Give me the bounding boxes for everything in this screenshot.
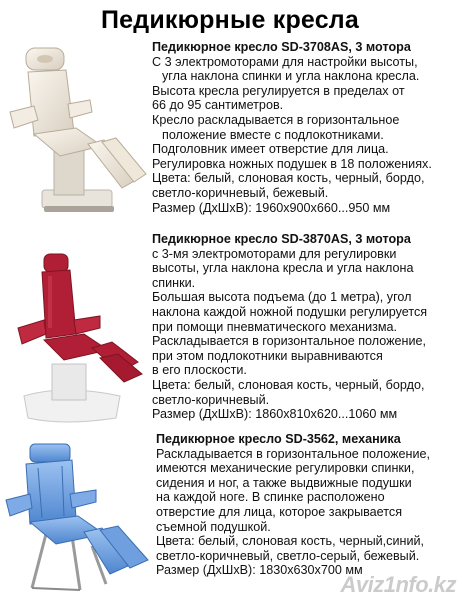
product-description bbox=[156, 432, 458, 578]
description-line: Кресло раскладывается в горизонтальное bbox=[152, 112, 400, 127]
description-line: отверстие для лица, которое закрывается bbox=[156, 504, 403, 519]
description-line: светло-коричневый, светло-серый, бежевый. bbox=[156, 548, 420, 563]
description-line: спинки. bbox=[152, 275, 196, 290]
product-title: Педикюрное кресло SD-3708AS, 3 мотора bbox=[152, 40, 411, 54]
product-description bbox=[152, 232, 458, 422]
description-line: при помощи пневматического механизма. bbox=[152, 319, 398, 334]
watermark-logo: Aviz1nfo.kz bbox=[340, 572, 456, 597]
product-image-cream-chair bbox=[4, 40, 148, 225]
description-line: С 3 электромоторами для настройки высоты, bbox=[152, 54, 418, 69]
description-line: светло-коричневый. bbox=[152, 392, 270, 407]
product-image-blue-chair bbox=[2, 438, 152, 596]
product-card-sd3870as bbox=[0, 232, 460, 428]
description-line: 66 до 95 сантиметров. bbox=[152, 98, 284, 113]
description-line: Цвета: белый, слоновая кость, черный,синий, bbox=[156, 534, 425, 549]
description-line: угла наклона спинки и угла наклона кресла. bbox=[162, 69, 420, 84]
description-line: на каждой ноге. В спинке расположено bbox=[156, 490, 385, 505]
description-line: Раскладывается в горизонтальное положение, bbox=[152, 334, 427, 349]
description-line: с 3-мя электромоторами для регулировки bbox=[152, 246, 397, 261]
description-line: Большая высота подъема (до 1 метра), угол bbox=[152, 290, 412, 305]
description-line: Размер (ДхШхВ): 1960х900х660...950 мм bbox=[152, 200, 391, 215]
description-line: положение вместе с подлокотниками. bbox=[162, 127, 384, 142]
description-line: имеются механические регулировки спинки, bbox=[156, 461, 415, 476]
description-line: высоты, угла наклона кресла и угла наклона bbox=[152, 261, 414, 276]
description-line: в его плоскости. bbox=[152, 363, 247, 378]
product-title: Педикюрное кресло SD-3562, механика bbox=[156, 432, 401, 446]
description-line: сидения и ног, а также выдвижные подушки bbox=[156, 475, 412, 490]
description-line: Размер (ДхШхВ): 1830х630х700 мм bbox=[156, 563, 363, 578]
description-line: при этом подлокотники выравниваются bbox=[152, 348, 383, 363]
description-line: Регулировка ножных подушек в 18 положениях. bbox=[152, 156, 432, 171]
description-line: Раскладывается в горизонтальное положение, bbox=[156, 446, 431, 461]
product-title: Педикюрное кресло SD-3870AS, 3 мотора bbox=[152, 232, 411, 246]
description-line: наклона каждой ножной подушки регулируется bbox=[152, 304, 428, 319]
product-description bbox=[152, 40, 458, 215]
description-line: светло-коричневый, бежевый. bbox=[152, 185, 329, 200]
description-line: Подголовник имеет отверстие для лица. bbox=[152, 142, 389, 157]
product-image-burgundy-chair bbox=[4, 246, 148, 426]
description-line: Высота кресла регулируется в пределах от bbox=[152, 83, 405, 98]
page-title: Педикюрные кресла bbox=[101, 6, 359, 34]
description-line: Цвета: белый, слоновая кость, черный, бордо, bbox=[152, 171, 425, 186]
description-line: Размер (ДхШхВ): 1860х810х620...1060 мм bbox=[152, 407, 398, 422]
description-line: Цвета: белый, слоновая кость, черный, бордо, bbox=[152, 377, 425, 392]
product-card-sd3708as bbox=[0, 40, 460, 225]
description-line: съемной подушкой. bbox=[156, 519, 271, 534]
